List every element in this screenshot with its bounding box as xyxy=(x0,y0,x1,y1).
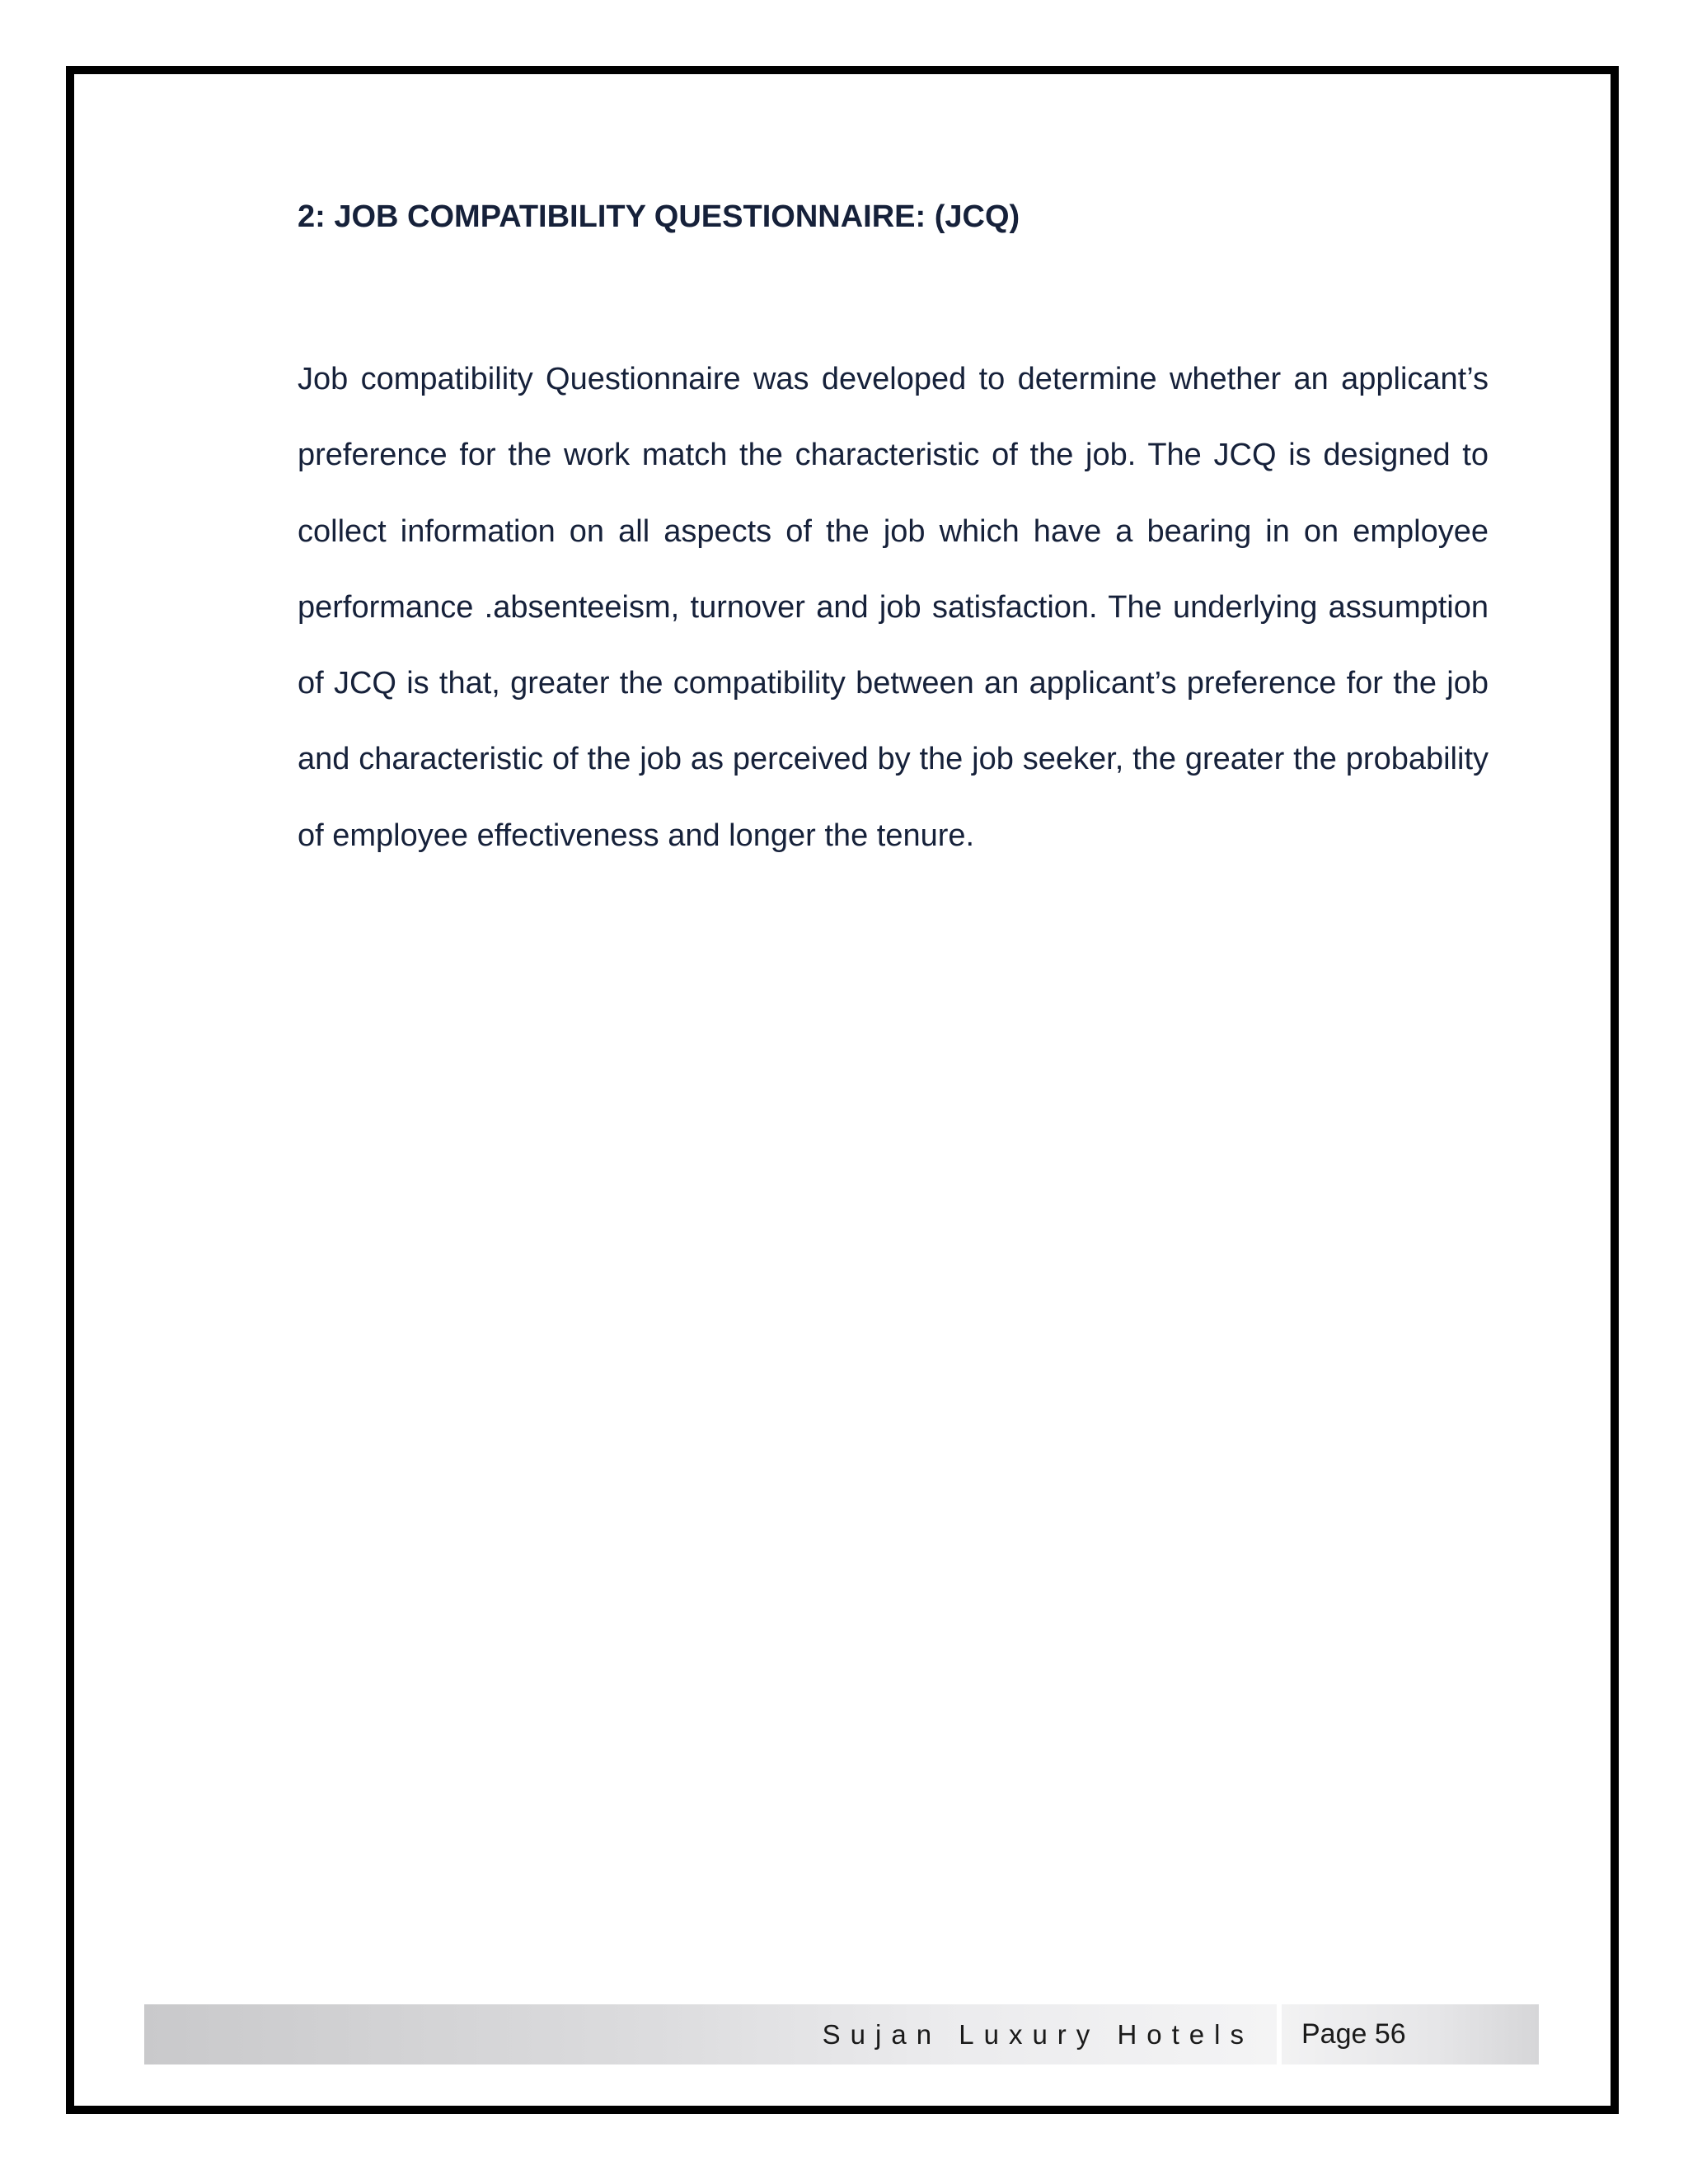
footer-page-band xyxy=(1282,2004,1539,2064)
page-content xyxy=(298,198,1489,874)
page-footer xyxy=(144,2004,1539,2064)
footer-company-band xyxy=(144,2004,1277,2064)
footer-company-name: Sujan Luxury Hotels xyxy=(822,2018,1254,2050)
body-paragraph: Job compatibility Questionnaire was developed to determine whether an applicant’s preference for the work match the characteristic of the job. The JCQ is designed to collect information on all aspects of the job which have a bearing in on employee performance .absenteeism, turnover and job satisfaction. The underlying assumption of JCQ is that, greater the compatibility between an applicant’s preference for the job and characteristic of the job as perceived by the job seeker, the greater the probability of employee effectiveness and longer the tenure. xyxy=(298,362,1489,853)
footer-page-number: Page 56 xyxy=(1301,2018,1406,2050)
section-title: 2: JOB COMPATIBILITY QUESTIONNAIRE: (JCQ) xyxy=(298,199,1020,234)
